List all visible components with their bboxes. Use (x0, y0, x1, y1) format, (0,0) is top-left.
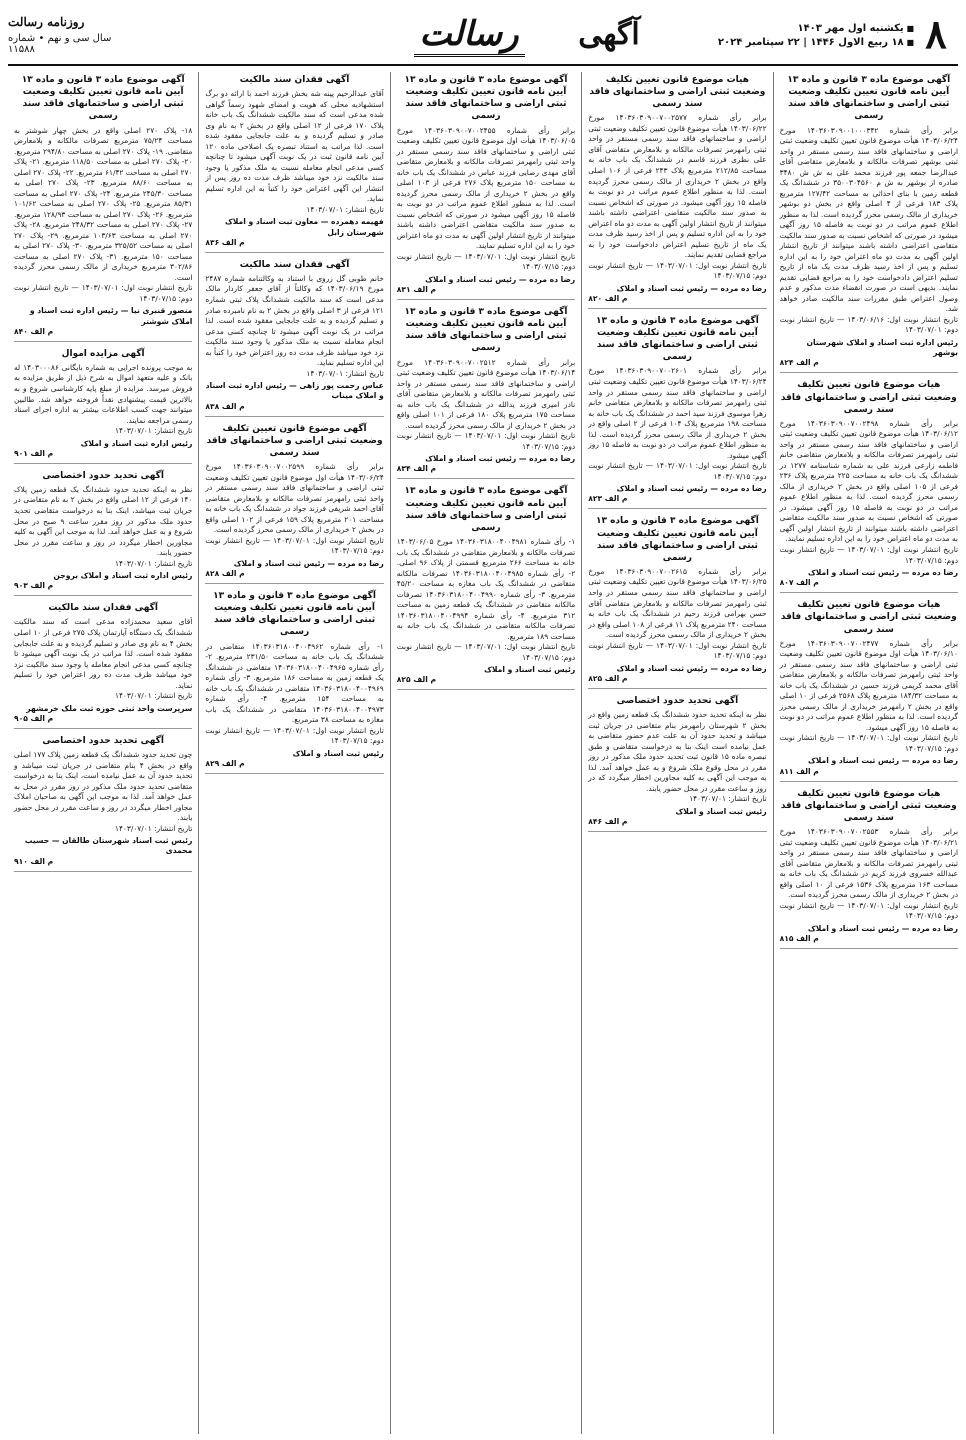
notice-code: م الف ۸۲۵ (396, 675, 437, 685)
notice-signature: رئیس اداره ثبت اسناد و املاک بروجن (53, 571, 193, 581)
notice-signature: رضا ده مرده — رئیس ثبت اسناد و املاک (807, 568, 958, 578)
notice-signature: رئیس ثبت اسناد و املاک (292, 748, 384, 758)
notice-signature: رئیس اداره ثبت اسناد و املاک (80, 438, 193, 448)
notice-title: آگهی فقدان سند مالکیت (48, 603, 158, 614)
notice (588, 315, 766, 509)
notice (780, 599, 958, 781)
notice-code: م الف ۸۴۶ (588, 816, 628, 826)
notice (14, 74, 192, 342)
notice-signature: منصور قنبری نیا — رئیس اداره ثبت اسناد و املاک شوشتر (29, 306, 193, 326)
notice-body: برابر رأی شماره ۱۴۰۳۶۰۳۰۹۰۰۷۰۰۲۵۱۲ مورخ ۱۴۰۳/۰۶/۱۴ هیأت موضوع قانون تعیین تکلیف وضعیت ثبتی اراضی و ساختمانهای فاقد سند رسمی مستقر در واحد ثبتی رامهرمز تصرفات مالکانه و بلامعارض متقاضی آقای نادر امیری فرزند یدالله در ششدانگ یک باب خانه به مساحت ۱۷۵ مترمربع پلاک ۱۸۰ فرعی از ۱۰۱ اصلی واقع در بخش ۲ خریداری از مالک رسمی محرز گردیده است. (396, 357, 576, 430)
notice-title: آگهی موضوع ماده ۳ قانون و ماده ۱۳ آیین نامه قانون تعیین تکلیف وضعیت ثبتی اراضی و ساختمانهای فاقد سند رسمی (404, 307, 568, 354)
notice-body: خانم طوبی گل زروی با استناد به وکالتنامه شماره ۲۴۸۷ مورخ ۱۴۰۳/۰۶/۱۹ که وکالتاً از آقای جعفر کاردار مالک مدعی است که سند مالکیت ششدانگ پلاک ثبتی شماره ۱۲۱ فرعی از ۳ اصلی واقع در بخش ۲ به نام نامبرده صادر و تسلیم گردیده و به علت جابجایی مفقود شده است. لذا مراتب در یک نوبت آگهی میشود تا چنانچه کسی مدعی انجام معامله نسبت به ملک مذکور یا وجود سند مالکیت نزد خود میباشد ظرف مدت ده روز اعتراض خود را کتباً به این اداره تسلیم نماید. (205, 273, 384, 368)
notice-signature: رضا ده مرده — رئیس ثبت اسناد و املاک (616, 663, 767, 673)
notice-dates: تاریخ انتشار: ۱۴۰۳/۰۷/۰۱ (114, 691, 193, 701)
notice-code: م الف ۹۱۰ (13, 856, 54, 866)
notice-body: برابر رأی شماره ۱۴۰۳۶۰۳۰۹۰۰۷۰۰۲۴۵۵ مورخ ۱۴۰۳/۰۶/۰۵ هیأت اول موضوع قانون تعیین تکلیف وضعیت ثبتی اراضی و ساختمانهای فاقد سند رسمی مستقر در واحد ثبتی رامهرمز تصرفات مالکانه و بلامعارض متقاضی آقای مهدی رضایی فرزند عباس در ششدانگ یک باب خانه به مساحت ۱۵۰ مترمربع پلاک ۲۷۶ فرعی از ۱۰۳ اصلی واقع در بخش ۲ خریداری از مالک رسمی محرز گردیده است. لذا به منظور اطلاع عموم مراتب در دو نوبت به فاصله ۱۵ روز آگهی میشود در صورتی که اشخاص نسبت به صدور سند مالکیت متقاضی اعتراضی داشته باشند میتوانند از تاریخ انتشار اولین آگهی به مدت دو ماه اعتراض خود را به این اداره تسلیم نمایند. (396, 125, 576, 251)
notice-code: م الف ۸۲۸ (205, 568, 245, 578)
notice (780, 379, 958, 593)
notice (14, 470, 192, 597)
notice-code: م الف ۸۳۴ (396, 464, 437, 474)
notice-body: برابر رأی شماره ۱۴۰۳۶۰۳۰۹۰۰۷۰۰۲۴۷۷ مورخ ۱۴۰۳/۰۶/۱۰ هیأت اول موضوع قانون تعیین تکلیف وضعیت ثبتی اراضی و ساختمانهای فاقد سند رسمی مستقر در واحد ثبتی رامهرمز تصرفات مالکانه و بلامعارض متقاضی آقای محمد کریمی فرزند حسین در ششدانگ یک باب خانه به مساحت ۱۸۴/۳۲ مترمربع پلاک ۲۵۶۸ فرعی از ۱۰ اصلی واقع در بخش ۲ رامهرمز خریداری از مالک رسمی محرز گردیده است. لذا به منظور اطلاع عموم مراتب در دو نوبت به فاصله ۱۵ روز آگهی میشود. (779, 638, 958, 732)
notice (588, 74, 766, 309)
notice-code: م الف ۹۰۳ (13, 581, 54, 591)
notice-title: آگهی موضوع قانون تعیین تکلیف وضعیت ثبتی اراضی و ساختمانهای فاقد سند رسمی (206, 423, 383, 458)
notice (397, 485, 575, 690)
notice-title: هیات موضوع قانون تعیین تکلیف وضعیت ثبتی اراضی و ساختمانهای فاقد سند رسمی (780, 380, 957, 415)
notice (205, 423, 383, 584)
notice-dates: تاریخ انتشار نوبت اول: ۱۴۰۳/۰۷/۰۱ — تاریخ انتشار نوبت دوم: ۱۴۰۳/۰۷/۱۵ (396, 431, 576, 451)
notice-body: نظر به اینکه تحدید حدود ششدانگ یک قطعه زمین پلاک ۱۴۰ فرعی از ۱۲ اصلی واقع در بخش ۲ به نام متقاضی در جریان ثبت میباشد، اینک بنا به درخواست متقاضی تحدید حدود ملک مذکور در روز مقرر ساعت ۹ صبح در محل شروع و به عمل خواهد آمد. لذا به موجب این آگهی به کلیه مجاورین اخطار میگردد در روز و ساعت مقرر در محل حضور یابند. (13, 484, 193, 558)
notice-dates: تاریخ انتشار: ۱۴۰۳/۰۷/۰۱ (114, 823, 193, 833)
notice-signature: رضا ده مرده — رئیس ثبت اسناد و املاک (425, 274, 576, 284)
notice-title: هیات موضوع قانون تعیین تکلیف وضعیت ثبتی اراضی و ساختمانهای فاقد سند رسمی (589, 75, 766, 110)
ad-columns (8, 72, 958, 1434)
notice-code: م الف ۸۲۵ (588, 673, 628, 683)
notice-title: آگهی تحدید حدود اختصاصی (42, 735, 164, 746)
notice-body: برابر رأی شماره ۱۴۰۳۶۰۳۰۹۰۰۷۰۰۲۵۹۹ مورخ ۱۴۰۳/۰۶/۲۴ هیأت اول موضوع قانون تعیین تکلیف وضعیت ثبتی اراضی و ساختمانهای فاقد سند رسمی مستقر در واحد ثبتی رامهرمز تصرفات مالکانه و بلامعارض متقاضی آقای احمد شریفی فرزند جواد در ششدانگ یک باب خانه به مساحت ۲۰۱ مترمربع پلاک ۱۵۹ فرعی از ۱۰۲ اصلی واقع در بخش ۲ خریداری از مالک رسمی محرز گردیده است. (205, 462, 384, 535)
section-title: آگهی (578, 17, 640, 52)
notice-dates: تاریخ انتشار: ۱۴۰۳/۰۷/۰۱ (114, 426, 193, 436)
notice-dates: تاریخ انتشار: ۱۴۰۳/۰۷/۰۱ (114, 558, 193, 568)
notice-dates: تاریخ انتشار نوبت اول: ۱۴۰۳/۰۷/۰۱ — تاریخ انتشار نوبت دوم: ۱۴۰۳/۰۷/۱۵ (779, 900, 958, 921)
notice-body: برابر رأی شماره ۱۴۰۳۶۰۳۰۹۰۰۷۰۰۲۴۹۸ مورخ ۱۴۰۳/۰۶/۱۲ هیأت موضوع قانون تعیین تکلیف وضعیت ثبتی اراضی و ساختمانهای فاقد سند رسمی مستقر در واحد ثبتی رامهرمز تصرفات مالکانه و بلامعارض متقاضی خانم فاطمه زارعی فرزند علی به شماره شناسنامه ۱۲۷۷ در ششدانگ یک باب خانه به مساحت ۲۲۵ مترمربع پلاک ۲۳۶ فرعی از ۱۰۵ اصلی واقع در بخش ۲ خریداری از مالک رسمی محرز گردیده است. لذا به منظور اطلاع عموم مراتب در دو نوبت به فاصله ۱۵ روز آگهی میشود. در صورتی که اشخاص نسبت به صدور سند مالکیت متقاضی اعتراضی داشته باشند میتوانند از تاریخ انتشار اولین آگهی به مدت دو ماه اعتراض خود را به این اداره تسلیم نمایند. (779, 418, 958, 544)
notice-signature: رئیس ثبت اسناد و املاک (484, 665, 576, 675)
notice-title: آگهی فقدان سند مالکیت (239, 259, 350, 270)
column-4 (198, 72, 383, 1434)
notice-body: ۱- رأی شماره ۱۴۰۳۶۰۳۱۸۰۰۴۰۰۴۹۶۲ متقاضی در ششدانگ یک باب خانه به مساحت ۲۳۱/۵۰ مترمربع. ۲- رأی شماره ۱۴۰۳۶۰۳۱۸۰۰۴۰۰۴۹۶۵ متقاضی در ششدانگ یک قطعه زمین به مساحت ۱۸۶ مترمربع. ۳- رأی شماره ۱۴۰۳۶۰۳۱۸۰۰۴۰۰۴۹۶۹ متقاضی در ششدانگ یک باب خانه به مساحت ۱۵۴ مترمربع. ۴- رأی شماره ۱۴۰۳۶۰۳۱۸۰۰۴۰۰۴۹۷۳ متقاضی در ششدانگ یک باب مغازه به مساحت ۳۸ مترمربع. (205, 641, 384, 725)
date-persian: ■ یکشنبه اول مهر ۱۴۰۳ (674, 23, 914, 34)
notice-signature: رئیس ثبت اسناد شهرستان طالقان — حسیب محمدی (24, 836, 193, 856)
notice-dates: تاریخ انتشار نوبت اول: ۱۴۰۳/۰۷/۰۱ — تاریخ انتشار نوبت دوم: ۱۴۰۳/۰۷/۱۵ (396, 251, 576, 272)
notice-title: آگهی موضوع ماده ۳ قانون و ماده ۱۳ آیین نامه قانون تعیین تکلیف وضعیت ثبتی اراضی و ساختمانهای فاقد سند رسمی (404, 486, 568, 533)
notice-signature: رئیس اداره ثبت اسناد و املاک شهرستان بوشهر (806, 337, 958, 358)
notice-signature: رضا ده مرده — رئیس ثبت اسناد و املاک (807, 923, 958, 933)
notice-dates: تاریخ انتشار نوبت اول: ۱۴۰۳/۰۷/۰۱ — تاریخ انتشار نوبت دوم: ۱۴۰۳/۰۷/۱۵ (396, 642, 576, 662)
notice (14, 348, 192, 464)
notice-signature: رضا ده مرده — رئیس ثبت اسناد و املاک (616, 283, 767, 293)
notice-signature: رضا ده مرده — رئیس ثبت اسناد و املاک (233, 558, 384, 568)
notice-body: برابر رأی شماره ۱۴۰۳۶۰۳۰۹۰۰۷۰۰۲۵۵۳ مورخ ۱۴۰۳/۰۶/۲۱ هیأت موضوع قانون تعیین تکلیف وضعیت ثبتی اراضی و ساختمانهای فاقد سند رسمی مستقر در واحد ثبتی رامهرمز تصرفات مالکانه و بلامعارض متقاضی آقای عبدالله خسروی فرزند کریم در ششدانگ یک باب خانه به مساحت ۱۶۳ مترمربع پلاک ۱۵۳۶ فرعی از ۱۰ اصلی واقع در بخش ۲ خریداری از مالک رسمی محرز گردیده است. (779, 827, 958, 900)
notice-code: م الف ۸۱۵ (779, 933, 819, 943)
notice-dates: تاریخ انتشار: ۱۴۰۳/۰۷/۰۱ (689, 794, 767, 804)
notice-title: آگهی موضوع ماده ۳ قانون و ماده ۱۳ آیین نامه قانون تعیین تکلیف وضعیت ثبتی اراضی و ساختمانهای فاقد سند رسمی (595, 516, 759, 563)
notice-body: آقای عبدالرحیم پینه شه بخش فرزند احمد با ارائه دو برگ استشهادیه محلی که هویت و امضای شهود رسماً گواهی شده مدعی است که سند مالکیت ششدانگ یک باب خانه پلاک ۱۷۰ فرعی از ۱۲ اصلی واقع در بخش ۲ به نام وی صادر و تسلیم گردیده و به علت جابجایی مفقود شده است. لذا مراتب به استناد تبصره یک اصلاحی ماده ۱۲۰ آیین نامه قانون ثبت در یک نوبت آگهی میشود تا چنانچه کسی مدعی انجام معامله نسبت به ملک مذکور یا وجود سند مالکیت نزد خود میباشد ظرف مدت ده روز پس از انتشار این آگهی اعتراض خود را کتباً به این اداره تسلیم نماید. (205, 89, 384, 204)
notice-signature: فهیمه دهمرده — معاون ثبت اسناد و املاک شهرستان زابل (225, 217, 384, 237)
notice-body: ۱۸- پلاک ۲۷۰ اصلی واقع در بخش چهار شوشتر به مساحت ۷۵/۲۴ مترمربع تصرفات مالکانه و بلامعارض متقاضی. ۱۹- پلاک ۲۷۰ اصلی به مساحت ۲۹۴/۸۰ مترمربع. ۲۰- پلاک ۲۷۰ اصلی به مساحت ۱۱۸/۵۰ مترمربع. ۲۱- پلاک ۲۷۰ اصلی به مساحت ۶۱/۴۲ مترمربع. ۲۲- پلاک ۲۷۰ اصلی به مساحت ۸۸/۶۰ مترمربع. ۲۳- پلاک ۲۷۰ اصلی به مساحت ۲۴۵/۳۰ مترمربع. ۲۴- پلاک ۲۷۰ اصلی به مساحت ۸۵/۳۱ مترمربع. ۲۵- پلاک ۲۷۰ اصلی به مساحت ۱۰۱/۶۲ مترمربع. ۲۶- پلاک ۲۷۰ اصلی به مساحت ۱۲۸/۹۳ مترمربع. ۲۷- پلاک ۲۷۰ اصلی به مساحت ۲۴۸/۳۲ مترمربع. ۲۸- پلاک ۲۷۰ اصلی به مساحت ۱۰۳/۶۳ مترمربع. ۲۹- پلاک ۲۷۰ اصلی به مساحت ۳۲۵/۵۲ مترمربع. ۳۰- پلاک ۲۷۰ اصلی به مساحت ۱۵۰ مترمربع. ۳۱- پلاک ۲۷۰ اصلی به مساحت ۳۰۲/۸۶ مترمربع خریداری از مالک رسمی محرز گردیده است. (13, 125, 193, 282)
notice-body: ۱- رأی شماره ۱۴۰۳۶۰۳۱۸۰۰۴۰۰۴۹۸۱ مورخ ۱۴۰۳/۰۶/۰۵ تصرفات مالکانه و بلامعارض متقاضی در ششدانگ یک باب خانه به مساحت ۲۶۶ مترمربع قسمتی از پلاک ۹۶ اصلی. ۲- رأی شماره ۱۴۰۳۶۰۳۱۸۰۰۴۰۰۴۹۸۵ تصرفات مالکانه متقاضی در ششدانگ یک باب مغازه به مساحت ۴۵/۲۰ مترمربع. ۳- رأی شماره ۱۴۰۳۶۰۳۱۸۰۰۴۰۰۴۹۹۰ تصرفات مالکانه متقاضی در ششدانگ یک قطعه زمین به مساحت ۳۱۲ مترمربع. ۴- رأی شماره ۱۴۰۳۶۰۳۱۸۰۰۴۰۰۴۹۹۴ تصرفات مالکانه متقاضی در ششدانگ یک باب خانه به مساحت ۱۸۹ مترمربع. (396, 537, 576, 641)
notice-signature: رئیس ثبت اسناد و املاک (675, 806, 767, 816)
notice-code: م الف ۸۰۷ (779, 578, 819, 588)
notice (780, 788, 958, 949)
notice-title: هیات موضوع قانون تعیین تکلیف وضعیت ثبتی اراضی و ساختمانهای فاقد سند رسمی (780, 788, 957, 823)
notice-title: آگهی تحدید حدود اختصاصی (616, 695, 739, 706)
notice-body: برابر رأی شماره ۱۴۰۳۶۰۳۰۹۰۰۷۰۰۲۵۷۷ مورخ ۱۴۰۳/۰۶/۲۲ هیأت موضوع قانون تعیین تکلیف وضعیت ثبتی اراضی و ساختمانهای فاقد سند رسمی مستقر در واحد ثبتی رامهرمز تصرفات مالکانه و بلامعارض متقاضی آقای علی نظری فرزند قاسم در ششدانگ یک باب خانه به مساحت ۲۱۲/۸۵ مترمربع پلاک ۲۴۳ فرعی از ۱۰۶ اصلی واقع در بخش ۲ خریداری از مالک رسمی محرز گردیده است. لذا به منظور اطلاع عموم مراتب در دو نوبت به فاصله ۱۵ روز آگهی میشود. در صورتی که اشخاص نسبت به صدور سند مالکیت متقاضی اعتراضی داشته باشند میتوانند از تاریخ انتشار اولین آگهی به مدت دو ماه اعتراض خود را به این اداره تسلیم و پس از اخذ رسید ظرف مدت یک ماه از تاریخ تسلیم اعتراض دادخواست خود را به مراجع قضایی تقدیم نمایند. (588, 113, 767, 260)
notice-title: آگهی موضوع ماده ۳ قانون و ماده ۱۳ آیین نامه قانون تعیین تکلیف وضعیت ثبتی اراضی و ساختمانهای فاقد سند رسمی (595, 315, 759, 363)
newspaper-logo: رسالت (414, 14, 525, 57)
notice (397, 306, 575, 479)
notice-signature: رضا ده مرده — رئیس ثبت اسناد و املاک (616, 484, 767, 494)
notice-code: م الف ۸۲۳ (588, 494, 628, 504)
notice (588, 515, 766, 688)
issue-dates (674, 6, 914, 64)
notice-code: م الف ۸۲۴ (779, 358, 819, 368)
notice-body: نظر به اینکه تحدید حدود ششدانگ یک قطعه زمین واقع در بخش ۲ شهرستان رامهرمز بنام متقاضی در جریان ثبت میباشد و تحدید حدود آن به علت عدم حضور متقاضی به عمل نیامده است اینک بنا به درخواست متقاضی و طبق تبصره ماده ۱۵ قانون ثبت تحدید حدود ملک مذکور در روز مقرر در محل وقوع ملک شروع و به عمل خواهد آمد. لذا به موجب این آگهی به کلیه مجاورین اخطار میگردد که در روز و ساعت مقرر در محل حضور یابند. (588, 710, 767, 793)
notice-dates: تاریخ انتشار نوبت اول: ۱۴۰۳/۰۷/۰۱ — تاریخ انتشار نوبت دوم: ۱۴۰۳/۰۷/۱۵ (588, 640, 767, 661)
notice-title: آگهی موضوع ماده ۳ قانون و ماده ۱۳ آیین نامه قانون تعیین تکلیف وضعیت ثبتی اراضی و ساختمانهای فاقد سند رسمی (213, 590, 376, 638)
notice-code: م الف ۸۴۰ (13, 326, 54, 336)
notice-title: آگهی تحدید حدود اختصاصی (42, 470, 164, 481)
notice-title: هیات موضوع قانون تعیین تکلیف وضعیت ثبتی اراضی و ساختمانهای فاقد سند رسمی (780, 600, 957, 635)
notice (780, 74, 958, 373)
masthead-logo-box (394, 6, 544, 64)
column-5 (8, 72, 192, 1434)
notice-dates: تاریخ انتشار نوبت اول: ۱۴۰۳/۰۷/۰۱ — تاریخ انتشار نوبت دوم: ۱۴۰۳/۰۷/۱۵ (779, 544, 958, 565)
notice-code: م الف ۹۰۱ (13, 448, 54, 458)
notice-code: م الف ۸۱۱ (779, 766, 819, 776)
notice-body: برابر رأی شماره ۱۴۰۳۶۰۳۰۹۰۰۷۰۰۲۶۰۱ مورخ ۱۴۰۳/۰۶/۲۴ هیأت موضوع قانون تعیین تکلیف وضعیت ثبتی اراضی و ساختمانهای فاقد سند رسمی مستقر در واحد ثبتی رامهرمز تصرفات مالکانه و بلامعارض متقاضی خانم زهرا موسوی فرزند سید احمد در ششدانگ یک باب خانه به مساحت ۱۹۸ مترمربع پلاک ۱۰۴ فرعی از ۲ اصلی واقع در بخش ۲ خریداری از مالک رسمی محرز گردیده است. لذا به منظور اطلاع عموم مراتب در دو نوبت به فاصله ۱۵ روز آگهی میشود. (588, 366, 767, 460)
notice-code: م الف ۸۲۹ (205, 758, 245, 768)
notice-code: م الف ۸۲۰ (588, 293, 628, 303)
notice-title: آگهی موضوع ماده ۳ قانون و ماده ۱۳ آیین نامه قانون تعیین تکلیف وضعیت ثبتی اراضی و ساختمانهای فاقد سند رسمی (404, 75, 568, 122)
notice-signature: سرپرست واحد ثبتی حوزه ثبت ملک خرمشهر (26, 703, 193, 713)
notice-title: آگهی مزایده اموال (61, 348, 145, 359)
notice-body: برابر رأی شماره ۱۴۰۳۶۰۳۰۹۰۰۱۰۰۰۳۴۲ مورخ ۱۴۰۳/۰۶/۲۴ هیأت موضوع قانون تعیین تکلیف وضعیت ثبتی اراضی و ساختمانهای فاقد سند رسمی مستقر در واحد ثبتی بوشهر تصرفات مالکانه و بلامعارض متقاضی آقای عبدالرضا جمعه پور فرزند محمد علی به ش ش ۳۴۸۰ صادره از بوشهر به ش م ۳۵۰۰۳۰۴۵۶۰ در ششدانگ یک قطعه زمین با بنای احداثی به مساحت ۱۲۷/۴۲ مترمربع پلاک ۱۸۳ فرعی از ۴ اصلی واقع در بخش دو بوشهر خریداری از مالک رسمی محرز گردیده است. لذا به منظور اطلاع عموم مراتب در دو نوبت به فاصله ۱۵ روز آگهی میشود در صورتی که اشخاص نسبت به صدور سند مالکیت متقاضی اعتراضی داشته باشند میتوانند از تاریخ انتشار اولین آگهی به مدت دو ماه اعتراض خود را به این اداره تسلیم و پس از اخذ رسید ظرف مدت یک ماه از تاریخ تسلیم اعتراض دادخواست خود را به مراجع قضایی تقدیم نمایند. بدیهی است در صورت انقضاء مدت مذکور و عدم وصول اعتراض طبق مقررات سند مالکیت صادر خواهد شد. (779, 125, 958, 314)
notice-title: آگهی فقدان سند مالکیت (239, 75, 350, 85)
notice-code: م الف ۸۳۸ (205, 401, 245, 411)
notice (588, 695, 766, 832)
notice-dates: تاریخ انتشار نوبت اول: ۱۴۰۳/۰۷/۰۱ — تاریخ انتشار نوبت دوم: ۱۴۰۳/۰۷/۱۵ (13, 283, 193, 303)
notice-signature: رضا ده مرده — رئیس ثبت اسناد و املاک (425, 454, 576, 464)
notice-title: آگهی موضوع ماده ۳ قانون و ماده ۱۳ آیین نامه قانون تعیین تکلیف وضعیت ثبتی اراضی و ساختمانهای فاقد سند رسمی (21, 75, 185, 122)
page-number: ۸ (925, 11, 947, 58)
notice-dates: تاریخ انتشار نوبت اول: ۱۴۰۳/۰۷/۰۱ — تاریخ انتشار نوبت دوم: ۱۴۰۳/۰۷/۱۵ (779, 733, 958, 753)
date-hijri-gregorian: ■ ۱۸ ربیع الاول ۱۴۴۶ | ۲۲ سپتامبر ۲۰۲۴ (674, 37, 914, 48)
issue-year-number: سال سی و نهم • شماره ۱۱۵۸۸ (8, 33, 112, 55)
notice-code: م الف ۹۰۵ (13, 713, 54, 723)
notice-dates: تاریخ انتشار نوبت اول: ۱۴۰۳/۰۷/۰۱ — تاریخ انتشار نوبت دوم: ۱۴۰۳/۰۷/۱۵ (588, 461, 767, 481)
notice-code: م الف ۸۳۱ (396, 285, 437, 295)
notice (14, 602, 192, 729)
notice-dates: تاریخ انتشار: ۱۴۰۳/۰۷/۰۱ (306, 204, 384, 214)
column-3 (390, 72, 575, 1434)
notice-signature: عباس رحمت پور زاهی — رئیس اداره ثبت اسناد و املاک میناب (205, 381, 384, 401)
notice-body: آقای سعید محمدزاده مدعی است که سند مالکیت ششدانگ یک دستگاه آپارتمان پلاک ۲۷۵ فرعی از ۱۰ اصلی بخش ۴ به نام وی صادر و تسلیم گردیده و به علت جابجایی مفقود شده است. لذا مراتب در یک نوبت آگهی میشود تا چنانچه کسی مدعی انجام معامله یا وجود سند مالکیت نزد خود میباشد ظرف مدت ده روز اعتراض خود را تسلیم نماید. (13, 617, 193, 690)
notice-dates: تاریخ انتشار نوبت اول: ۱۴۰۳/۰۷/۰۱ — تاریخ انتشار نوبت دوم: ۱۴۰۳/۰۷/۱۵ (588, 260, 767, 281)
notice (205, 74, 383, 253)
notice (397, 74, 575, 300)
notice-signature: رضا ده مرده — رئیس ثبت اسناد و املاک (807, 756, 958, 766)
notice-dates: تاریخ انتشار: ۱۴۰۳/۰۷/۰۱ (306, 368, 384, 378)
notice (205, 259, 383, 417)
notice-body: برابر رأی شماره ۱۴۰۳۶۰۳۰۹۰۰۷۰۰۲۶۱۵ مورخ ۱۴۰۳/۰۶/۲۵ هیأت موضوع قانون تعیین تکلیف وضعیت ثبتی اراضی و ساختمانهای فاقد سند رسمی مستقر در واحد ثبتی رامهرمز تصرفات مالکانه و بلامعارض متقاضی آقای حسن بهرامی فرزند رحیم در ششدانگ یک باب خانه به مساحت ۲۴۰ مترمربع پلاک ۱۱ فرعی از ۱۰۸ اصلی واقع در بخش ۲ خریداری از مالک رسمی محرز گردیده است. (588, 566, 767, 640)
notice-dates: تاریخ انتشار نوبت اول: ۱۴۰۳/۰۷/۰۱ — تاریخ انتشار نوبت دوم: ۱۴۰۳/۰۷/۱۵ (205, 535, 384, 556)
notice-body: چون تحدید حدود ششدانگ یک قطعه زمین پلاک ۱۷۷ اصلی واقع در بخش ۴ بنام متقاضی در جریان ثبت میباشد و تحدید حدود آن به عمل نیامده است، اینک بنا به درخواست متقاضی تحدید حدود ملک مذکور در روز مقرر در محل به عمل خواهد آمد. لذا به موجب این آگهی به صاحبان املاک مجاور اخطار میگردد در روز و ساعت مقرر در محل حضور یابند. (13, 750, 193, 823)
notice (205, 590, 383, 774)
notice-code: م الف ۸۳۶ (205, 237, 245, 247)
brand-mark: روزنامه رسالت (8, 15, 85, 29)
notice (14, 735, 192, 872)
column-1 (773, 72, 958, 1434)
notice-dates: تاریخ انتشار نوبت اول: ۱۴۰۳/۰۷/۰۱ — تاریخ انتشار نوبت دوم: ۱۴۰۳/۰۷/۱۵ (205, 725, 384, 746)
notice-title: آگهی موضوع ماده ۳ قانون و ماده ۱۳ آیین نامه قانون تعیین تکلیف وضعیت ثبتی اراضی و ساختمانهای فاقد سند رسمی (787, 75, 951, 122)
notice-dates: تاریخ انتشار نوبت اول: ۱۴۰۳/۰۶/۱۶ — تاریخ انتشار نوبت دوم: ۱۴۰۳/۰۷/۰۱ (779, 314, 958, 335)
masthead (8, 6, 958, 66)
column-2 (581, 72, 766, 1434)
issue-meta (8, 6, 118, 64)
notice-body: به موجب پرونده اجرایی به شماره بایگانی ۱۴۰۳۰۰۰۸۶ له بانک و علیه متعهد اموال به شرح ذیل از طریق مزایده به فروش میرسد. مزایده از مبلغ پایه کارشناسی شروع و به بالاترین قیمت پیشنهادی نقداً فروخته خواهد شد. طالبین میتوانند جهت کسب اطلاعات بیشتر به اداره اجرای اسناد رسمی مراجعه نمایند. (13, 362, 193, 425)
